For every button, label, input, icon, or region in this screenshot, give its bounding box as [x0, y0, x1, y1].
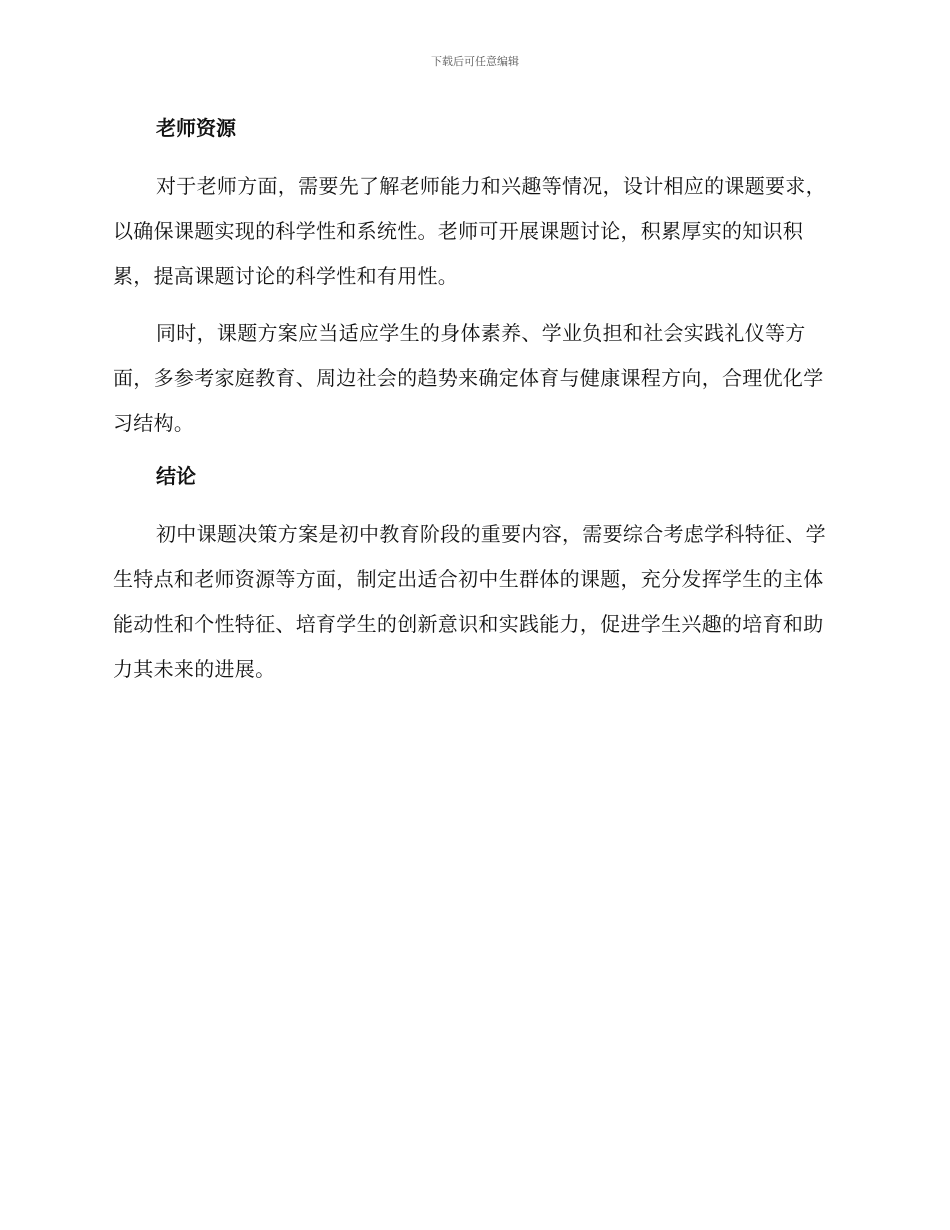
section-heading-teacher-resources: 老师资源: [156, 116, 236, 140]
document-body: [113, 110, 833, 692]
section-heading-conclusion: 结论: [156, 464, 196, 488]
paragraph-teacher-approach: 对于老师方面，需要先了解老师能力和兴趣等情况，设计相应的课题要求，以确保课题实现的科学性和系统性。老师可开展课题讨论，积累厚实的知识积累，提高课题讨论的科学性和有用性。: [113, 174, 826, 288]
paragraph-conclusion: 初中课题决策方案是初中教育阶段的重要内容，需要综合考虑学科特征、学生特点和老师资源等方面，制定出适合初中生群体的课题，充分发挥学生的主体能动性和个性特征、培育学生的创新意识和实践能力，促进学生兴趣的培育和助力其未来的进展。: [113, 522, 826, 681]
page-header: 下载后可任意编辑: [431, 55, 519, 68]
paragraph-course-adaptation: 同时，课题方案应当适应学生的身体素养、学业负担和社会实践礼仪等方面，多参考家庭教育、周边社会的趋势来确定体育与健康课程方向，合理优化学习结构。: [113, 321, 824, 435]
